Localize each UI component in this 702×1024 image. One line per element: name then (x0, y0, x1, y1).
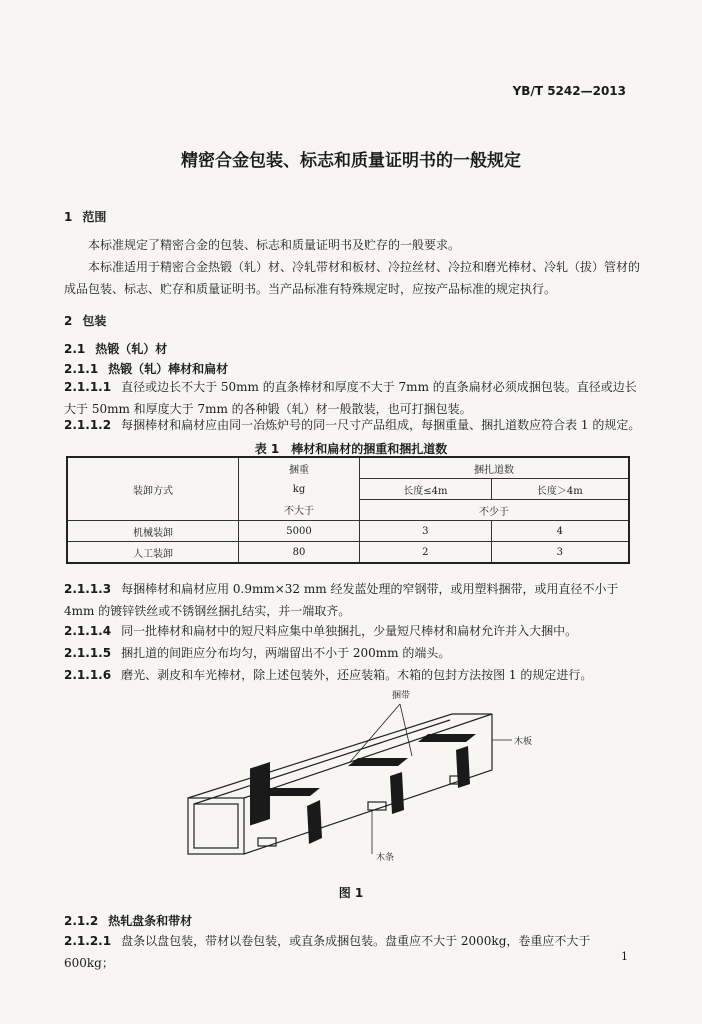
clause-text: 盘条以盘包装，带材以卷包装，或直条成捆包装。盘重应不大于 2000kg，卷重应不大于 600kg； (64, 934, 591, 970)
clause-text: 磨光、剥皮和车光棒材，除上述包装外，还应装箱。木箱的包封方法按图 1 的规定进行。 (121, 668, 593, 682)
col-header-weight-unit: kg (239, 479, 360, 500)
standard-code: YB/T 5242—2013 (512, 84, 626, 98)
clause-number: 2.1.1.1 (64, 380, 112, 394)
strap-band (390, 772, 404, 814)
document-title: 精密合金包装、标志和质量证明书的一般规定 (181, 151, 521, 171)
clause-number: 2.1.2.1 (64, 934, 112, 948)
section-title: 包装 (82, 314, 107, 328)
col-header-weight: 捆重 (239, 457, 360, 479)
col-header-weight-limit: 不大于 (239, 500, 360, 521)
clause-text: 每捆棒材和扁材应由同一冶炼炉号的同一尺寸产品组成，每捆重量、捆扎道数应符合表 1 的规定。 (121, 418, 641, 432)
label-board: 木板 (514, 737, 533, 747)
clause-text: 每捆棒材和扁材应用 0.9mm×32 mm 经发蓝处理的窄钢带，或用塑料捆带，或用直径不小于 4mm 的镀锌铁丝或不锈钢丝捆扎结实，并一端取齐。 (64, 582, 619, 618)
label-strip: 木条 (376, 853, 395, 863)
clause-text: 同一批棒材和扁材中的短尺料应集中单独捆扎，少量短尺棒材和扁材允许并入大捆中。 (121, 624, 578, 638)
figure-1-crate-drawing (150, 688, 570, 868)
table-cell: 4 (491, 521, 629, 542)
clause-2-1-1-3 (64, 578, 644, 622)
clause-number: 2.1.2 (64, 914, 99, 928)
clause-title: 热轧盘条和带材 (108, 914, 193, 928)
clause-title: 热锻（轧）材 (95, 342, 168, 356)
clause-number: 2.1.1.3 (64, 582, 112, 596)
clause-2-1-1-6 (64, 664, 644, 686)
section-number: 2 (64, 314, 73, 328)
table-cell: 3 (491, 542, 629, 564)
clause-2-1-heading (64, 338, 644, 360)
strap-top (348, 758, 408, 766)
col-header-length-short: 长度≤4m (360, 479, 492, 500)
clause-2-1-1-2 (64, 414, 644, 436)
clause-number: 2.1.1.5 (64, 646, 112, 660)
clause-text: 捆扎道的间距应分布均匀，两端留出不小于 200mm 的端头。 (121, 646, 451, 660)
col-header-method: 装卸方式 (67, 457, 239, 521)
crate-front-inner (194, 804, 238, 848)
table-1-title: 表 1 棒材和扁材的捆重和捆扎道数 (254, 442, 448, 456)
table-cell: 3 (360, 521, 492, 542)
clause-2-1-2-heading (64, 910, 644, 932)
clause-number: 2.1 (64, 342, 86, 356)
strap-band (456, 746, 470, 788)
crate-front-face (188, 798, 244, 854)
table-cell: 机械装卸 (67, 521, 239, 542)
clause-2-1-2-1 (64, 930, 644, 974)
col-header-ties: 捆扎道数 (360, 457, 630, 479)
bundle-table (66, 456, 630, 564)
page-number: 1 (621, 950, 628, 963)
table-cell: 5000 (239, 521, 360, 542)
table-cell: 2 (360, 542, 492, 564)
col-header-length-long: 长度＞4m (491, 479, 629, 500)
clause-number: 2.1.1.4 (64, 624, 112, 638)
crate-inner-edge (194, 720, 450, 804)
scope-paragraph-1: 本标准规定了精密合金的包装、标志和质量证明书及贮存的一般要求。 (88, 238, 461, 252)
scope-paragraph-2: 本标准适用于精密合金热锻（轧）材、冷轧带材和板材、冷拉丝材、冷拉和磨光棒材、冷轧（拔）管材的成品包装、标志、贮存和质量证明书。当产品标准有特殊规定时，应按产品标准的规定执行。 (64, 260, 641, 296)
strap-band (307, 800, 322, 844)
table-cell: 80 (239, 542, 360, 564)
clause-number: 2.1.1.6 (64, 668, 112, 682)
col-header-not-less: 不少于 (360, 500, 630, 521)
crate-foot (258, 838, 276, 846)
clause-number: 2.1.1.2 (64, 418, 112, 432)
section-number: 1 (64, 210, 73, 224)
section-2-heading (64, 310, 644, 332)
figure-1-caption: 图 1 (338, 886, 364, 900)
strap-top (418, 734, 476, 742)
clause-number: 2.1.1 (64, 362, 99, 376)
clause-2-1-1-5 (64, 642, 644, 664)
clause-title: 热锻（轧）棒材和扁材 (108, 362, 229, 376)
table-cell: 人工装卸 (67, 542, 239, 564)
label-strap: 捆带 (392, 691, 411, 701)
strap-top (258, 788, 320, 796)
clause-text: 直径或边长不大于 50mm 的直条棒材和厚度不大于 7mm 的直条扁材必须成捆包装。直径或边长大于 50mm 和厚度大于 7mm 的各种锻（轧）材一般散装，也可打捆包装。 (64, 380, 637, 416)
section-title: 范围 (82, 210, 107, 224)
section-1-heading (64, 206, 644, 228)
clause-2-1-1-4 (64, 620, 644, 642)
